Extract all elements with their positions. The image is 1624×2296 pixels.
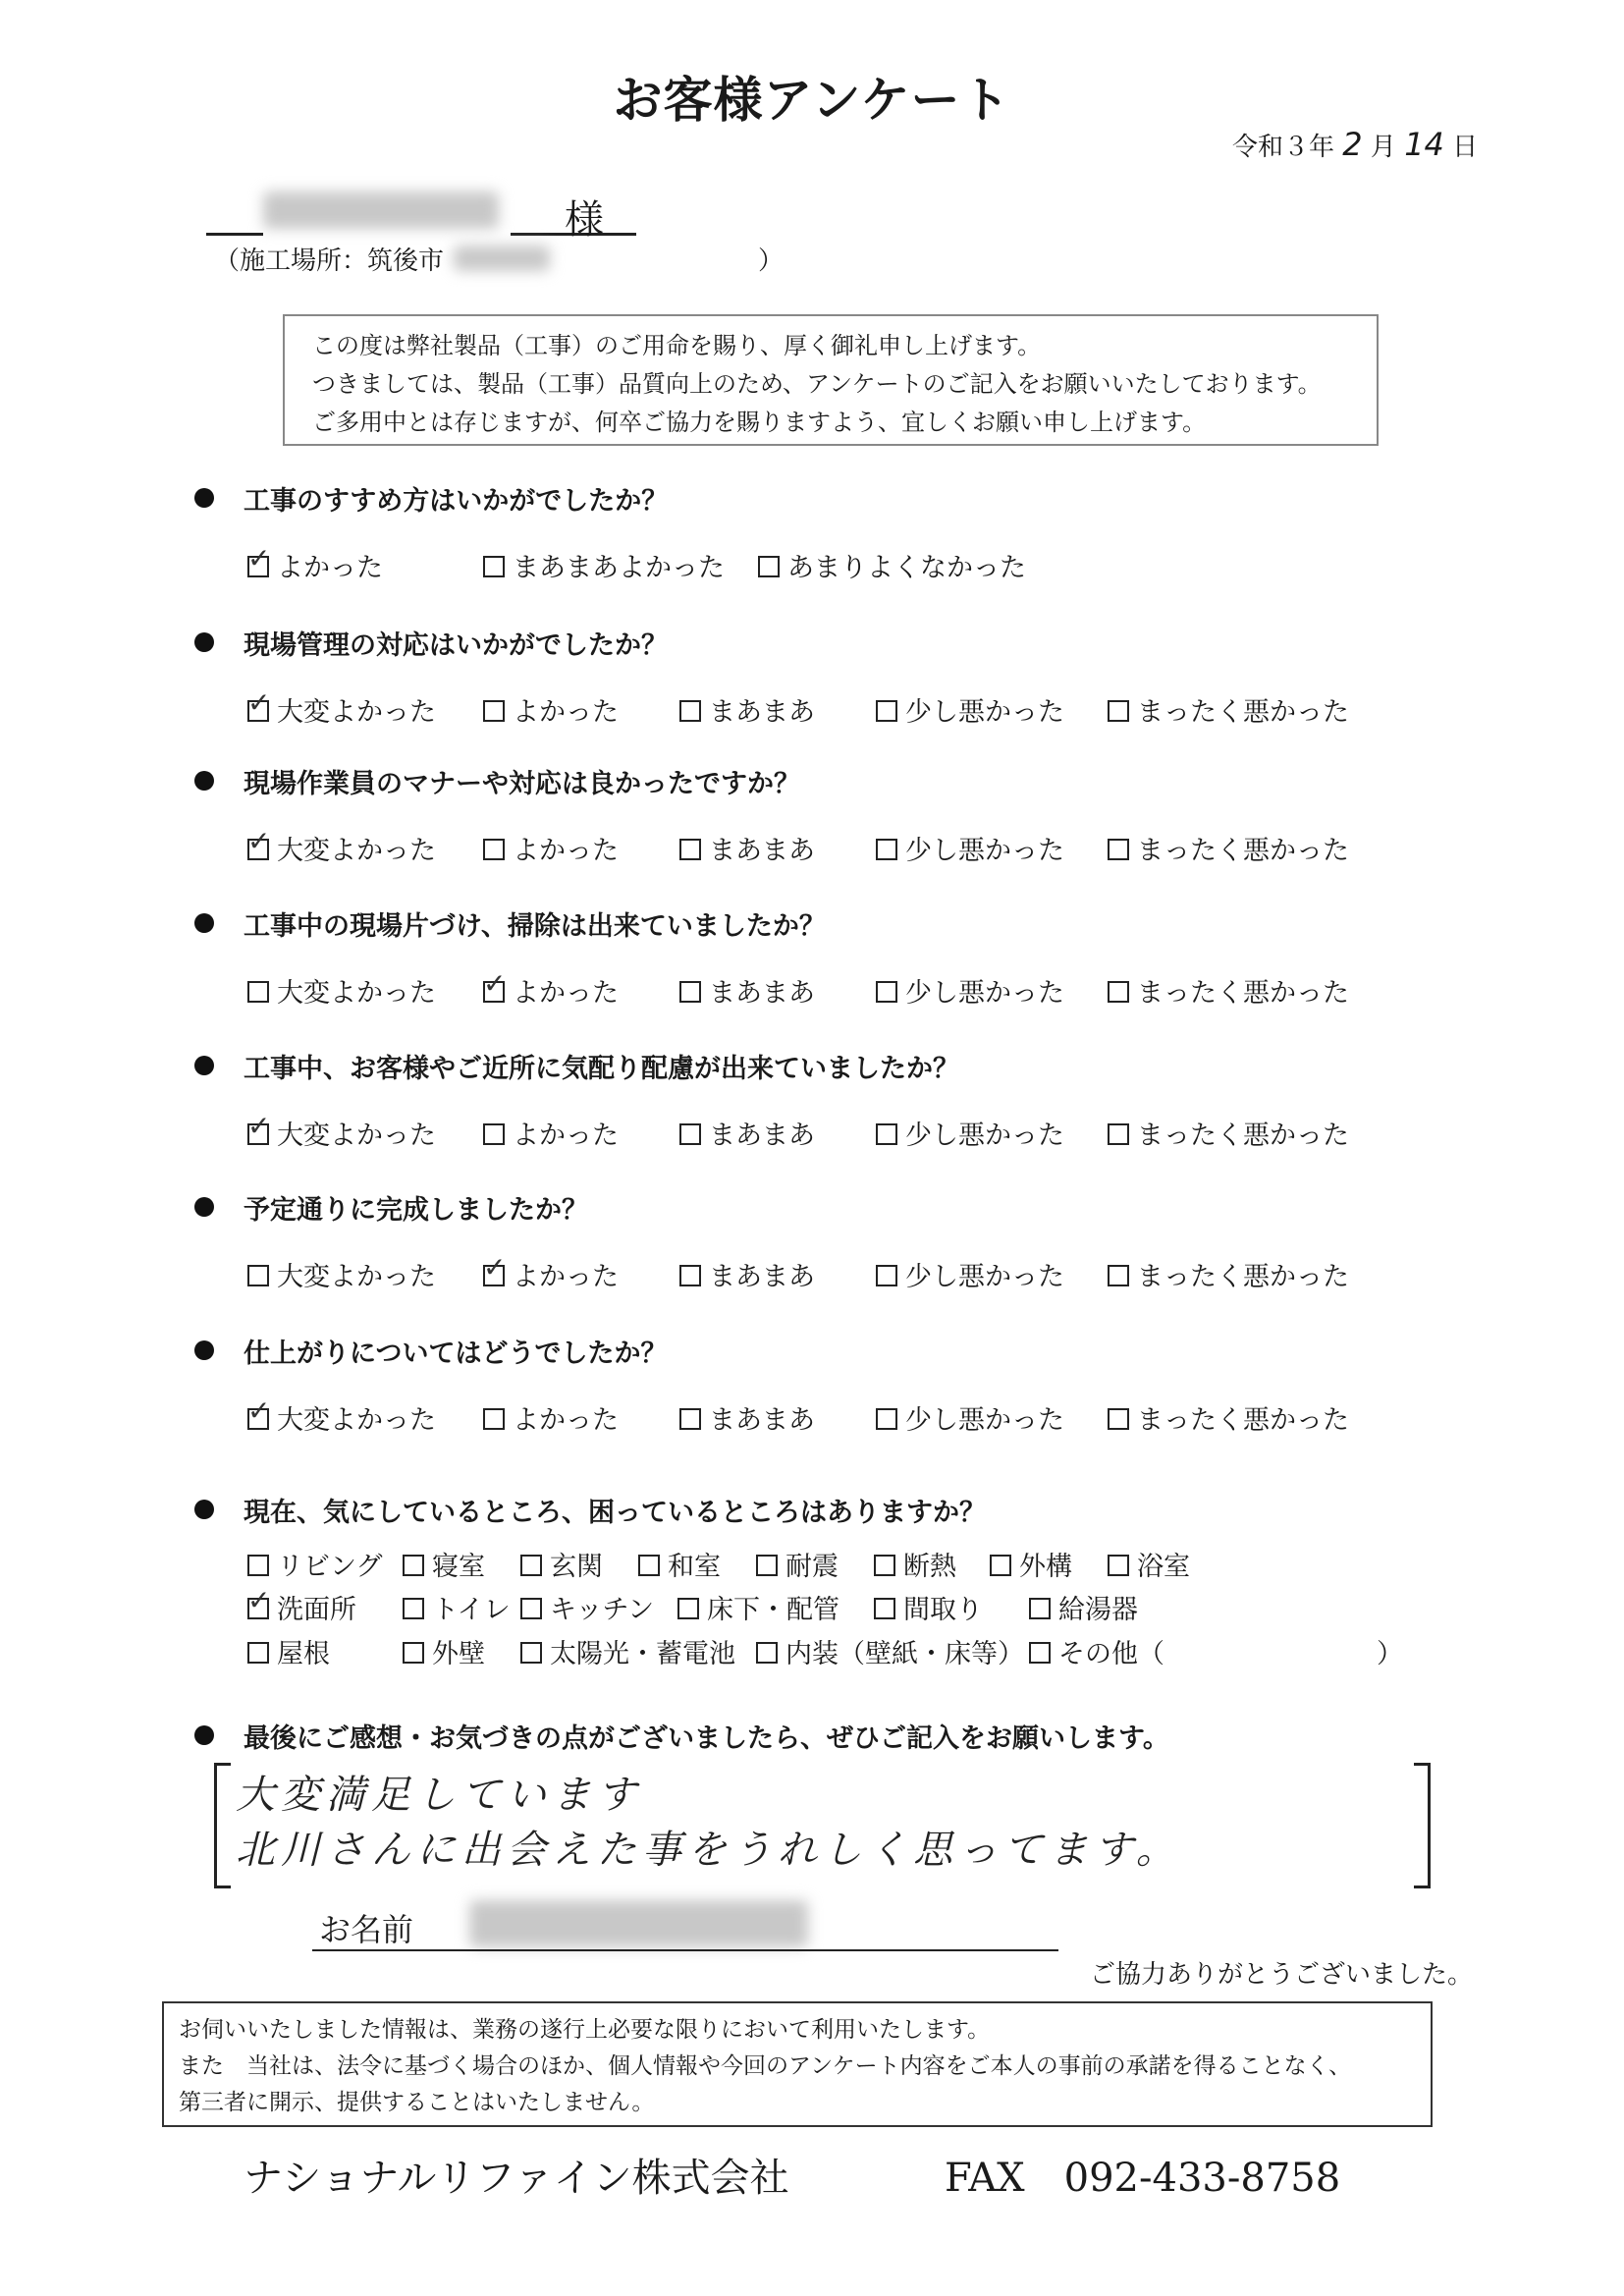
answer-option[interactable] bbox=[679, 1114, 815, 1152]
survey-date bbox=[1232, 126, 1478, 163]
checked-checkbox-icon[interactable] bbox=[247, 1408, 269, 1430]
date-day: 14 bbox=[1404, 126, 1444, 163]
checkbox-icon[interactable] bbox=[1108, 1123, 1129, 1145]
concern-option[interactable] bbox=[874, 1588, 983, 1626]
checkbox-icon[interactable] bbox=[876, 1123, 897, 1145]
checkbox-icon[interactable] bbox=[483, 1408, 505, 1430]
concern-option-label: リビング bbox=[277, 1552, 383, 1582]
checkbox-icon[interactable] bbox=[679, 1265, 701, 1286]
answer-option[interactable] bbox=[876, 1398, 1064, 1437]
bullet-icon bbox=[194, 913, 214, 933]
checkbox-icon[interactable] bbox=[1108, 981, 1129, 1003]
answer-option[interactable] bbox=[876, 1255, 1064, 1293]
checkbox-icon[interactable] bbox=[1029, 1642, 1051, 1664]
concern-option-label: 洗面所 bbox=[277, 1595, 356, 1625]
bullet-icon bbox=[194, 1340, 214, 1360]
honorific: 様 bbox=[565, 197, 604, 243]
answer-option-label: 少し悪かった bbox=[905, 978, 1064, 1009]
question-4 bbox=[194, 904, 826, 943]
checkbox-icon[interactable] bbox=[756, 1555, 778, 1576]
handwritten-comment-line: 北川さんに出会えた事をうれしく思ってます。 bbox=[236, 1828, 1181, 1873]
intro-box bbox=[283, 314, 1379, 446]
question-text: 工事のすすめ方はいかがでしたか？ bbox=[244, 486, 669, 517]
concern-option-label: 太陽光・蓄電池 bbox=[550, 1639, 735, 1669]
concern-option[interactable] bbox=[247, 1545, 382, 1583]
answer-option-label: 少し悪かった bbox=[905, 1262, 1064, 1292]
concern-option-label: 寝室 bbox=[432, 1552, 485, 1582]
redacted-site-address bbox=[454, 246, 550, 271]
answer-option[interactable] bbox=[1108, 690, 1349, 729]
bullet-icon bbox=[194, 1725, 214, 1745]
concern-option-label: その他（ bbox=[1058, 1639, 1164, 1669]
answer-option[interactable] bbox=[1108, 829, 1349, 867]
concern-option-label: 玄関 bbox=[550, 1552, 603, 1582]
page-title: お客様アンケート bbox=[613, 72, 1011, 129]
question-3 bbox=[194, 762, 800, 800]
concern-option-label: トイレ bbox=[432, 1595, 511, 1625]
date-era-year: 令和３年 bbox=[1232, 133, 1335, 162]
answer-option-label: まあまあ bbox=[709, 836, 815, 866]
concern-option[interactable] bbox=[403, 1632, 485, 1670]
checkbox-icon[interactable] bbox=[247, 981, 269, 1003]
checkbox-icon[interactable] bbox=[247, 1265, 269, 1286]
checkbox-icon[interactable] bbox=[677, 1598, 699, 1619]
concern-option[interactable] bbox=[874, 1545, 956, 1583]
answer-option-label: よかった bbox=[513, 978, 619, 1009]
checkbox-icon[interactable] bbox=[247, 1642, 269, 1664]
customer-name-line-left bbox=[206, 233, 263, 236]
concern-option[interactable] bbox=[520, 1545, 603, 1583]
concern-option[interactable] bbox=[247, 1632, 330, 1670]
checkbox-icon[interactable] bbox=[1108, 1265, 1129, 1286]
privacy-line: お伺いいたしました情報は、業務の遂行上必要な限りにおいて利用いたします。 bbox=[179, 2017, 991, 2043]
answer-option-label: まったく悪かった bbox=[1137, 1405, 1349, 1436]
checkbox-icon[interactable] bbox=[403, 1555, 424, 1576]
concern-option-label: 外構 bbox=[1019, 1552, 1072, 1582]
answer-option[interactable] bbox=[247, 1398, 436, 1437]
intro-line: つきましては、製品（工事）品質向上のため、アンケートのご記入をお願いいたしております。 bbox=[312, 370, 1322, 398]
checkbox-icon[interactable] bbox=[247, 1555, 269, 1576]
answer-option[interactable] bbox=[679, 829, 815, 867]
checkbox-icon[interactable] bbox=[520, 1642, 542, 1664]
question-7 bbox=[194, 1332, 667, 1370]
answer-option-label: まあまあ bbox=[709, 1121, 815, 1151]
answer-option[interactable] bbox=[1108, 1255, 1349, 1293]
answer-option-label: まったく悪かった bbox=[1137, 697, 1349, 728]
answer-option-label: まあまあ bbox=[709, 1405, 815, 1436]
answer-option[interactable] bbox=[876, 1114, 1064, 1152]
redacted-customer-name bbox=[263, 191, 499, 229]
checkbox-icon[interactable] bbox=[483, 700, 505, 722]
bullet-icon bbox=[194, 632, 214, 652]
checkbox-icon[interactable] bbox=[483, 839, 505, 860]
concern-option-label: 浴室 bbox=[1137, 1552, 1190, 1582]
concern-option-label: 断熱 bbox=[903, 1552, 956, 1582]
answer-option-label: よかった bbox=[277, 553, 383, 583]
checkbox-icon[interactable] bbox=[758, 556, 780, 577]
checkbox-icon[interactable] bbox=[756, 1642, 778, 1664]
answer-option[interactable] bbox=[483, 1255, 619, 1293]
concern-option[interactable] bbox=[756, 1545, 839, 1583]
checkbox-icon[interactable] bbox=[876, 700, 897, 722]
checkbox-icon[interactable] bbox=[1108, 1555, 1129, 1576]
concern-question-text: 現在、気にしているところ、困っているところはありますか？ bbox=[244, 1498, 986, 1528]
checkbox-icon[interactable] bbox=[1108, 839, 1129, 860]
answer-option[interactable] bbox=[758, 546, 1026, 584]
checked-checkbox-icon[interactable] bbox=[247, 1598, 269, 1619]
checkbox-icon[interactable] bbox=[876, 839, 897, 860]
checkbox-icon[interactable] bbox=[679, 1408, 701, 1430]
answer-option[interactable] bbox=[247, 1114, 436, 1152]
answer-option[interactable] bbox=[679, 1255, 815, 1293]
answer-option[interactable] bbox=[876, 690, 1064, 729]
checkbox-icon[interactable] bbox=[483, 556, 505, 577]
question-text: 予定通りに完成しましたか？ bbox=[244, 1195, 588, 1226]
answer-option[interactable] bbox=[1108, 1398, 1349, 1437]
checkbox-icon[interactable] bbox=[876, 1408, 897, 1430]
concern-option[interactable] bbox=[1029, 1632, 1164, 1670]
handwritten-comment-line: 大変満足しています bbox=[236, 1773, 642, 1818]
company-name: ナショナルリファイン株式会社 bbox=[244, 2156, 789, 2201]
concern-option[interactable] bbox=[756, 1632, 1024, 1670]
checkbox-icon[interactable] bbox=[874, 1555, 895, 1576]
checked-checkbox-icon[interactable] bbox=[247, 556, 269, 577]
privacy-line: 第三者に開示、提供することはいたしません。 bbox=[179, 2090, 655, 2115]
question-6 bbox=[194, 1188, 588, 1227]
bullet-icon bbox=[194, 1056, 214, 1075]
bullet-icon bbox=[194, 1197, 214, 1217]
checkbox-icon[interactable] bbox=[679, 981, 701, 1003]
answer-option-label: よかった bbox=[513, 836, 619, 866]
checkbox-icon[interactable] bbox=[1108, 700, 1129, 722]
intro-line: この度は弊社製品（工事）のご用命を賜り、厚く御礼申し上げます。 bbox=[312, 332, 1042, 359]
privacy-notice bbox=[162, 2001, 1433, 2127]
comment-question bbox=[194, 1717, 1169, 1755]
answer-option-label: 大変よかった bbox=[277, 836, 436, 866]
checkbox-icon[interactable] bbox=[483, 1123, 505, 1145]
answer-option[interactable] bbox=[679, 1398, 815, 1437]
answer-option-label: 少し悪かった bbox=[905, 1121, 1064, 1151]
bullet-icon bbox=[194, 488, 214, 508]
answer-option[interactable] bbox=[483, 1114, 619, 1152]
answer-option-label: よかった bbox=[513, 1405, 619, 1436]
checkbox-icon[interactable] bbox=[679, 700, 701, 722]
question-text: 現場作業員のマナーや対応は良かったですか？ bbox=[244, 769, 800, 799]
checkbox-icon[interactable] bbox=[679, 839, 701, 860]
date-month: 2 bbox=[1342, 126, 1363, 163]
answer-option-label: 大変よかった bbox=[277, 978, 436, 1009]
answer-option[interactable] bbox=[247, 546, 383, 584]
comment-question-text: 最後にご感想・お気づきの点がございましたら、ぜひご記入をお願いします。 bbox=[244, 1723, 1169, 1754]
construction-site-label: （施工場所：筑後市 bbox=[214, 246, 445, 276]
concern-option[interactable] bbox=[520, 1588, 654, 1626]
answer-option[interactable] bbox=[1108, 1114, 1349, 1152]
answer-option[interactable] bbox=[679, 971, 815, 1010]
concern-option[interactable] bbox=[403, 1545, 485, 1583]
concern-option-label: 床下・配管 bbox=[707, 1595, 839, 1625]
concern-option[interactable] bbox=[1029, 1588, 1138, 1626]
answer-option[interactable] bbox=[483, 1398, 619, 1437]
answer-option-label: 少し悪かった bbox=[905, 836, 1064, 866]
date-month-unit: 月 bbox=[1370, 133, 1396, 162]
answer-option[interactable] bbox=[876, 829, 1064, 867]
concern-option[interactable] bbox=[403, 1588, 511, 1626]
intro-line: ご多用中とは存じますが、何卒ご協力を賜りますよう、宜しくお願い申し上げます。 bbox=[312, 409, 1207, 436]
date-day-unit: 日 bbox=[1452, 133, 1479, 162]
answer-option-label: まあまあよかった bbox=[513, 553, 725, 583]
answer-option-label: 大変よかった bbox=[277, 697, 436, 728]
answer-option-label: あまりよくなかった bbox=[787, 553, 1026, 583]
question-2 bbox=[194, 624, 668, 662]
fax-number: FAX 092-433-8758 bbox=[945, 2156, 1341, 2201]
concern-option[interactable] bbox=[520, 1632, 735, 1670]
concern-option-label: 間取り bbox=[903, 1595, 983, 1625]
redacted-respondent-name bbox=[469, 1900, 808, 1947]
name-line bbox=[312, 1949, 1058, 1951]
concern-option-label: 外壁 bbox=[432, 1639, 485, 1669]
answer-option[interactable] bbox=[247, 1255, 436, 1293]
answer-option[interactable] bbox=[483, 829, 619, 867]
checkbox-icon[interactable] bbox=[520, 1598, 542, 1619]
checkbox-icon[interactable] bbox=[876, 1265, 897, 1286]
thanks-text: ご協力ありがとうございました。 bbox=[1090, 1960, 1474, 1990]
checkbox-icon[interactable] bbox=[1108, 1408, 1129, 1430]
concern-option-label: 屋根 bbox=[277, 1639, 330, 1669]
answer-option-label: まったく悪かった bbox=[1137, 836, 1349, 866]
answer-option[interactable] bbox=[483, 690, 619, 729]
checkbox-icon[interactable] bbox=[876, 981, 897, 1003]
concern-option[interactable] bbox=[638, 1545, 721, 1583]
answer-option[interactable] bbox=[247, 690, 436, 729]
question-1 bbox=[194, 479, 668, 518]
construction-site-close: ） bbox=[758, 246, 785, 276]
concern-option[interactable] bbox=[990, 1545, 1072, 1583]
checkbox-icon[interactable] bbox=[403, 1642, 424, 1664]
checkbox-icon[interactable] bbox=[403, 1598, 424, 1619]
answer-option-label: まあまあ bbox=[709, 697, 815, 728]
checkbox-icon[interactable] bbox=[679, 1123, 701, 1145]
bullet-icon bbox=[194, 1500, 214, 1519]
answer-option-label: まったく悪かった bbox=[1137, 978, 1349, 1009]
answer-option[interactable] bbox=[483, 546, 725, 584]
checkbox-icon[interactable] bbox=[990, 1555, 1011, 1576]
checked-checkbox-icon[interactable] bbox=[483, 1265, 505, 1286]
concern-option[interactable] bbox=[247, 1588, 356, 1626]
concern-option-label: 和室 bbox=[668, 1552, 721, 1582]
answer-option-label: 大変よかった bbox=[277, 1405, 436, 1436]
concern-option-label: キッチン bbox=[550, 1595, 655, 1625]
concern-option-label: 耐震 bbox=[785, 1552, 839, 1582]
checked-checkbox-icon[interactable] bbox=[247, 700, 269, 722]
answer-option[interactable] bbox=[247, 971, 436, 1010]
other-close: ） bbox=[1377, 1639, 1403, 1669]
answer-option[interactable] bbox=[247, 829, 436, 867]
bullet-icon bbox=[194, 771, 214, 791]
answer-option-label: まったく悪かった bbox=[1137, 1121, 1349, 1151]
checked-checkbox-icon[interactable] bbox=[247, 1123, 269, 1145]
comment-bracket-left bbox=[214, 1763, 231, 1888]
answer-option-label: まあまあ bbox=[709, 978, 815, 1009]
answer-option[interactable] bbox=[679, 690, 815, 729]
checkbox-icon[interactable] bbox=[1029, 1598, 1051, 1619]
question-text: 工事中の現場片づけ、掃除は出来ていましたか？ bbox=[244, 911, 826, 942]
answer-option-label: よかった bbox=[513, 1262, 619, 1292]
concern-option-label: 給湯器 bbox=[1058, 1595, 1138, 1625]
checkbox-icon[interactable] bbox=[874, 1598, 895, 1619]
answer-option-label: 大変よかった bbox=[277, 1262, 436, 1292]
answer-option-label: よかった bbox=[513, 697, 619, 728]
concern-option[interactable] bbox=[1108, 1545, 1190, 1583]
answer-option[interactable] bbox=[1108, 971, 1349, 1010]
privacy-line: また 当社は、法令に基づく場合のほか、個人情報や今回のアンケート内容をご本人の事前の承諾を得ることなく、 bbox=[179, 2053, 1352, 2079]
concern-option-label: 内装（壁紙・床等） bbox=[785, 1639, 1024, 1669]
answer-option-label: 少し悪かった bbox=[905, 1405, 1064, 1436]
comment-bracket-right bbox=[1414, 1763, 1431, 1888]
checkbox-icon[interactable] bbox=[520, 1555, 542, 1576]
checked-checkbox-icon[interactable] bbox=[247, 839, 269, 860]
answer-option[interactable] bbox=[876, 971, 1064, 1010]
answer-option-label: まったく悪かった bbox=[1137, 1262, 1349, 1292]
question-text: 仕上がりについてはどうでしたか？ bbox=[244, 1339, 668, 1369]
concern-question bbox=[194, 1491, 986, 1529]
question-text: 現場管理の対応はいかがでしたか？ bbox=[244, 630, 668, 661]
question-text: 工事中、お客様やご近所に気配り配慮が出来ていましたか？ bbox=[244, 1054, 959, 1084]
checked-checkbox-icon[interactable] bbox=[483, 981, 505, 1003]
answer-option-label: よかった bbox=[513, 1121, 619, 1151]
answer-option-label: まあまあ bbox=[709, 1262, 815, 1292]
question-5 bbox=[194, 1047, 959, 1085]
checkbox-icon[interactable] bbox=[638, 1555, 660, 1576]
concern-option[interactable] bbox=[677, 1588, 839, 1626]
answer-option-label: 大変よかった bbox=[277, 1121, 436, 1151]
answer-option[interactable] bbox=[483, 971, 619, 1010]
name-label: お名前 bbox=[319, 1911, 414, 1948]
answer-option-label: 少し悪かった bbox=[905, 697, 1064, 728]
